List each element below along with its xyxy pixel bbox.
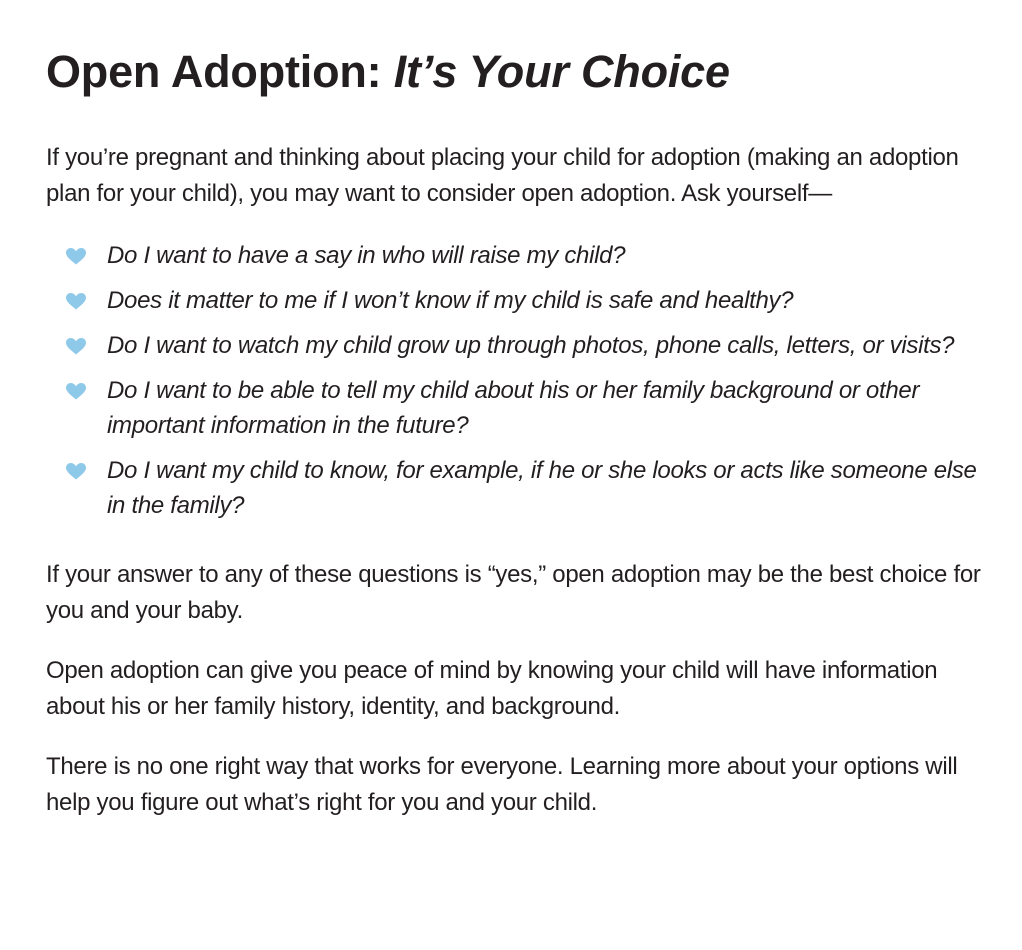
title-main: Open Adoption: — [46, 46, 394, 97]
question-item — [46, 238, 986, 273]
answer-paragraph: If your answer to any of these questions is “yes,” open adoption may be the best choice for you and your baby. — [46, 561, 981, 624]
intro-paragraph: If you’re pregnant and thinking about placing your child for adoption (making an adoption plan for your child), you may want to consider open adoption. Ask yourself— — [46, 144, 959, 207]
heart-icon — [66, 338, 86, 355]
question-list — [46, 238, 986, 523]
question-item — [46, 373, 986, 443]
question-text: Does it matter to me if I won’t know if my child is safe and healthy? — [107, 287, 794, 314]
question-item — [46, 328, 986, 363]
question-text: Do I want to watch my child grow up through photos, phone calls, letters, or visits? — [107, 332, 955, 359]
closing-paragraph: There is no one right way that works for everyone. Learning more about your options will help you figure out what’s right for you and your child. — [46, 753, 958, 816]
question-item — [46, 283, 986, 318]
question-item — [46, 453, 986, 523]
question-text: Do I want my child to know, for example, if he or she looks or acts like someone else in the family? — [107, 457, 977, 519]
heart-icon — [66, 383, 86, 400]
heart-icon — [66, 248, 86, 265]
page-title — [46, 44, 986, 100]
title-emphasis: It’s Your Choice — [393, 46, 730, 97]
question-text: Do I want to be able to tell my child about his or her family background or other important information in the future? — [107, 377, 920, 439]
peace-of-mind-paragraph: Open adoption can give you peace of mind by knowing your child will have information about his or her family history, identity, and background. — [46, 657, 938, 720]
question-text: Do I want to have a say in who will raise my child? — [107, 242, 626, 269]
heart-icon — [66, 463, 86, 480]
heart-icon — [66, 293, 86, 310]
document-page — [46, 44, 986, 821]
